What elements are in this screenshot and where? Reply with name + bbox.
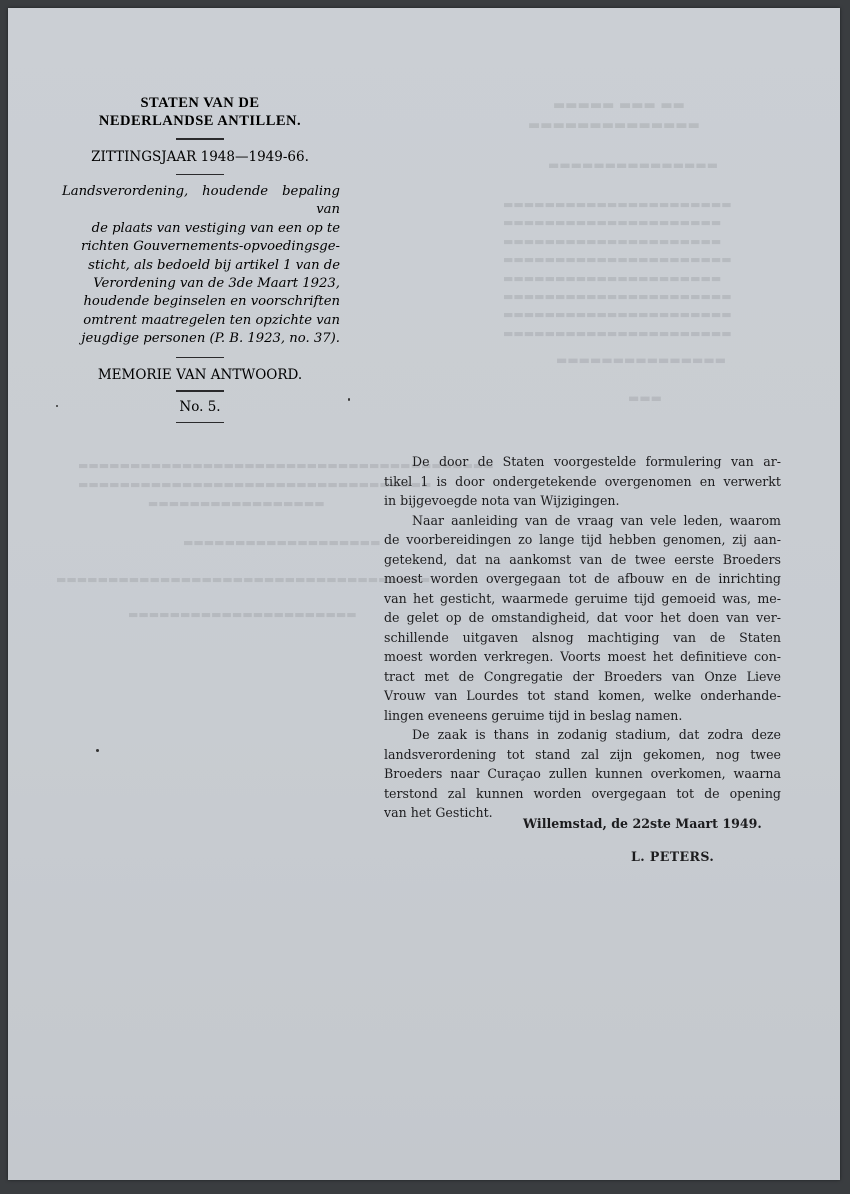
text-line: moest worden verkregen. Voorts moest het definitieve con- [384, 649, 781, 664]
document-page [8, 8, 840, 1180]
bill-title-line: de plaats van vestiging van een op te [91, 220, 340, 236]
bill-title-line: richten Gouvernements-opvoedingsge- [81, 239, 340, 255]
text-line: De zaak is thans in zodanig stadium, dat zodra deze [412, 727, 781, 742]
document-header [60, 94, 340, 423]
place-and-date: Willemstad, de 22ste Maart 1949. [523, 816, 762, 831]
divider [176, 174, 224, 176]
divider [176, 390, 224, 392]
speck [348, 398, 350, 401]
speck [96, 749, 99, 752]
session-year: ZITTINGSJAAR 1948—1949-66. [91, 148, 309, 165]
document-number: No. 5. [179, 398, 221, 415]
signature-name: L. PETERS. [631, 849, 715, 864]
org-name-line2: NEDERLANDSE ANTILLEN. [98, 113, 302, 129]
bill-title-line: sticht, als bedoeld bij artikel 1 van de [88, 257, 340, 273]
text-line: terstond zal kunnen worden overgegaan tot de opening [384, 785, 781, 801]
text-line: schillende uitgaven alsnog machtiging van de Staten [384, 629, 781, 645]
divider [176, 422, 224, 424]
text-line: van het Gesticht. [384, 805, 493, 820]
text-line: De door de Staten voorgestelde formulering van ar- [412, 454, 781, 469]
text-line: in bijgevoegde nota van Wijzigingen. [384, 493, 620, 508]
text-line: Vrouw van Lourdes tot stand komen, welke onderhande- [384, 688, 781, 703]
text-line: de gelet op de omstandigheid, dat voor het doen van ver- [384, 610, 781, 625]
paragraph-2 [384, 511, 781, 726]
bill-title-line: omtrent maatregelen ten opzichte van [83, 312, 340, 328]
bill-title-line: jeugdige personen (P. B. 1923, no. 37). [81, 331, 340, 347]
text-line: Broeders naar Curaçao zullen kunnen overkomen, waarna [384, 766, 781, 781]
text-line: lingen eveneens geruime tijd in beslag namen. [384, 707, 683, 723]
bill-title-line: Landsverordening, houdende bepaling van [62, 184, 340, 218]
text-line: getekend, dat na aankomst van de twee eerste Broeders [384, 551, 781, 567]
paragraph-1 [384, 452, 781, 511]
text-line: de voorbereidingen zo lange tijd hebben genomen, zij aan- [384, 532, 781, 547]
text-line: landsverordening tot stand zal zijn gekomen, nog twee [384, 746, 781, 762]
divider [176, 138, 224, 140]
text-line: Naar aanleiding van de vraag van vele leden, waarom [412, 512, 781, 528]
speck [56, 405, 58, 407]
bill-title [60, 183, 340, 349]
text-line: van het gesticht, waarmede geruime tijd gemoeid was, me- [384, 590, 781, 606]
text-line: moest worden overgegaan tot de afbouw en de inrichting [384, 571, 781, 586]
divider [176, 357, 224, 359]
text-line: tract met de Congregatie der Broeders van Onze Lieve [384, 668, 781, 684]
paragraph-3 [384, 725, 781, 823]
text-line: tikel 1 is door ondergetekende overgenomen en verwerkt [384, 473, 781, 489]
body-text [384, 452, 781, 823]
bill-title-line: Verordening van de 3de Maart 1923, [93, 276, 340, 292]
org-name-line1: STATEN VAN DE [140, 95, 260, 111]
document-type: MEMORIE VAN ANTWOORD. [97, 367, 303, 384]
show-through-ghost: ▬▬▬▬▬ ▬▬▬ ▬▬ ▬▬▬▬▬▬▬▬▬▬▬▬▬▬ ▬▬▬▬▬▬▬▬▬▬▬▬▬▬▬ ▬▬▬▬▬▬▬▬▬▬▬▬▬▬▬▬▬▬▬▬▬▬ ▬▬▬▬▬▬▬▬▬▬▬▬▬▬▬▬▬▬▬▬▬ ▬▬▬▬▬▬▬▬▬▬▬▬▬▬▬▬▬▬▬▬▬ ▬▬▬▬▬▬▬▬▬▬▬▬▬▬▬▬▬▬▬▬▬▬ ▬▬▬▬▬▬▬▬▬▬▬▬▬▬▬▬▬▬▬▬▬ ▬▬▬▬▬▬▬▬▬▬▬▬▬▬▬▬▬▬▬▬▬▬ ▬▬▬▬▬▬▬▬▬▬▬▬▬▬▬▬▬▬▬▬▬▬ ▬▬▬▬▬▬▬▬▬▬▬▬▬▬▬▬▬▬▬▬▬▬ ▬▬▬▬▬▬▬▬▬▬▬▬▬▬▬ ▬▬▬ ▬▬▬▬▬▬▬▬▬▬▬▬▬▬▬▬▬▬▬▬▬▬▬▬▬▬▬▬▬▬▬▬▬▬▬▬▬▬▬▬ ▬▬▬▬▬▬▬▬▬▬▬▬▬▬▬▬▬▬▬▬▬▬▬▬▬▬▬▬▬▬▬▬▬▬ ▬▬▬▬▬▬▬▬▬▬▬▬▬▬▬▬▬ ▬▬▬▬▬▬▬▬▬▬▬▬▬▬▬▬▬▬▬ ▬▬▬▬▬▬▬▬▬▬▬▬▬▬▬▬▬▬▬▬▬▬▬▬▬▬▬▬▬▬▬▬▬▬▬▬ ▬▬▬▬▬▬▬▬▬▬▬▬▬▬▬▬▬▬▬▬▬▬ [56, 98, 732, 621]
bill-title-line: houdende beginselen en voorschriften [83, 294, 340, 310]
